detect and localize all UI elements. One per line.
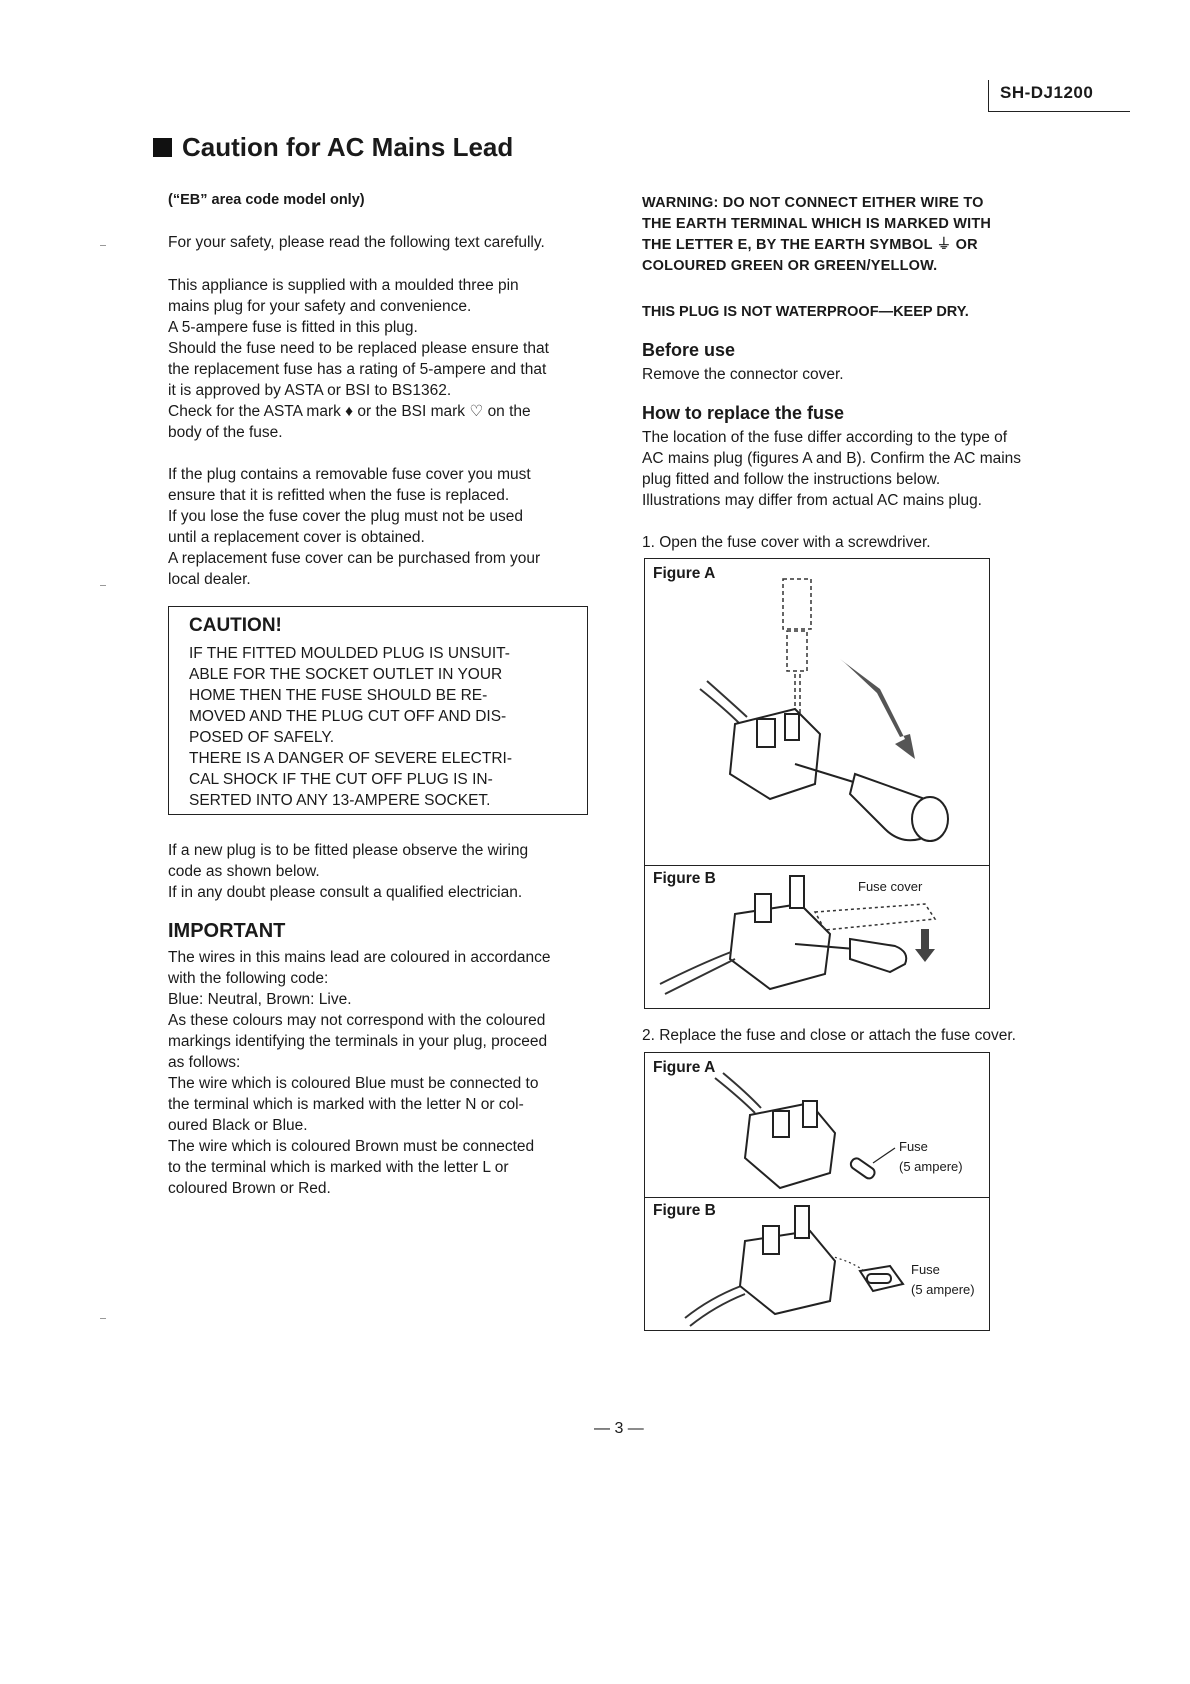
text-line: Should the fuse need to be replaced please ensure that — [168, 340, 549, 357]
cable — [685, 1286, 745, 1326]
text-line: with the following code: — [168, 970, 329, 987]
text-line: the terminal which is marked with the letter N or col- — [168, 1096, 524, 1113]
screwdriver-handle-ghost — [783, 579, 811, 629]
text-line: If the plug contains a removable fuse cover you must — [168, 466, 531, 483]
paragraph-new-plug — [168, 840, 590, 903]
text-line: IF THE FITTED MOULDED PLUG IS UNSUIT- — [189, 645, 510, 662]
text-line: As these colours may not correspond with the coloured — [168, 1012, 546, 1029]
warning-block — [642, 193, 1062, 277]
intro-text: For your safety, please read the following text carefully. — [168, 234, 545, 251]
header-underline — [988, 111, 1130, 112]
header-divider — [988, 80, 989, 112]
bullet-square-icon — [153, 138, 172, 157]
caution-body — [189, 643, 577, 811]
screwdriver — [795, 764, 948, 841]
before-use-heading: Before use — [642, 340, 736, 360]
section-title-text: Caution for AC Mains Lead — [182, 132, 514, 162]
plug-screwdriver-illustration — [645, 559, 989, 865]
text-line: CAL SHOCK IF THE CUT OFF PLUG IS IN- — [189, 771, 493, 788]
before-use-text: Remove the connector cover. — [642, 366, 844, 383]
text-line: The wires in this mains lead are coloured in accordance — [168, 949, 551, 966]
text-line: The location of the fuse differ according to the type of — [642, 429, 1008, 446]
text-line: This appliance is supplied with a moulded three pin — [168, 277, 519, 294]
caution-box — [168, 606, 588, 815]
section-title — [153, 132, 513, 163]
figure-label: Figure A — [653, 1059, 716, 1076]
text-line: THE EARTH TERMINAL WHICH IS MARKED WITH — [642, 216, 992, 232]
text-line: oured Black or Blue. — [168, 1117, 308, 1134]
text-line: MOVED AND THE PLUG CUT OFF AND DIS- — [189, 708, 507, 725]
figure-1a — [644, 558, 990, 866]
text-line: The wire which is coloured Brown must be connected — [168, 1138, 535, 1155]
margin-mark — [100, 245, 106, 246]
text-line: it is approved by ASTA or BSI to BS1362. — [168, 382, 452, 399]
paragraph-fuse — [168, 275, 590, 443]
fuse-icon — [849, 1156, 877, 1180]
text-line: POSED OF SAFELY. — [189, 729, 335, 746]
step-2: 2. Replace the fuse and close or attach the fuse cover. — [642, 1027, 1016, 1044]
margin-mark — [100, 1318, 106, 1319]
text-line: the replacement fuse has a rating of 5-ampere and that — [168, 361, 547, 378]
text-line: Blue: Neutral, Brown: Live. — [168, 991, 352, 1008]
text-line: code as shown below. — [168, 863, 320, 880]
plug-body — [730, 709, 820, 799]
fuse-holder-icon — [860, 1266, 903, 1291]
figure-label: Figure B — [653, 1202, 716, 1219]
plug-fuse-cover-illustration — [645, 864, 989, 1008]
figure-1b — [644, 864, 990, 1009]
text-line: A 5-ampere fuse is fitted in this plug. — [168, 319, 418, 336]
text-line: If you lose the fuse cover the plug must not be used — [168, 508, 523, 525]
fuse-cover-label: Fuse cover — [858, 879, 923, 894]
text-line: body of the fuse. — [168, 424, 283, 441]
text-line: SERTED INTO ANY 13-AMPERE SOCKET. — [189, 792, 491, 809]
replace-fuse-heading: How to replace the fuse — [642, 403, 845, 423]
waterproof-warning: THIS PLUG IS NOT WATERPROOF—KEEP DRY. — [642, 304, 969, 320]
text-line: mains plug for your safety and convenience. — [168, 298, 472, 315]
margin-mark — [100, 585, 106, 586]
text-line: local dealer. — [168, 571, 251, 588]
text-line: WARNING: DO NOT CONNECT EITHER WIRE TO — [642, 195, 984, 211]
area-note: (“EB” area code model only) — [168, 192, 365, 208]
down-arrow-icon — [915, 929, 935, 962]
figure-label: Figure B — [653, 870, 716, 887]
plug-body — [730, 876, 830, 989]
page-number: — 3 — — [594, 1420, 644, 1437]
replace-fuse-body — [642, 427, 1062, 511]
paragraph-fuse-cover — [168, 464, 590, 590]
text-line: markings identifying the terminals in your plug, proceed — [168, 1033, 548, 1050]
text-line: until a replacement cover is obtained. — [168, 529, 425, 546]
plug-body — [745, 1101, 835, 1188]
model-number: SH-DJ1200 — [1000, 83, 1094, 102]
text-line: to the terminal which is marked with the letter L or — [168, 1159, 509, 1176]
rotation-arrow-icon — [840, 659, 915, 759]
fuse-label: Fuse — [911, 1262, 940, 1277]
text-line: ABLE FOR THE SOCKET OUTLET IN YOUR — [189, 666, 503, 683]
plug-fuse-holder-illustration — [645, 1196, 989, 1330]
text-line: HOME THEN THE FUSE SHOULD BE RE- — [189, 687, 488, 704]
text-line: If a new plug is to be fitted please observe the wiring — [168, 842, 529, 859]
text-line: AC mains plug (figures A and B). Confirm the AC mains — [642, 450, 1022, 467]
figure-label: Figure A — [653, 565, 716, 582]
text-line: Check for the ASTA mark ♦ or the BSI mark ♡ on the — [168, 403, 531, 420]
caution-heading: CAUTION! — [189, 615, 282, 636]
important-body — [168, 947, 590, 1199]
fuse-rating-label: (5 ampere) — [911, 1282, 975, 1297]
fuse-label: Fuse — [899, 1139, 928, 1154]
cable — [700, 681, 747, 724]
fuse-rating-label: (5 ampere) — [899, 1159, 963, 1174]
screwdriver-shaft-ghost — [787, 631, 807, 671]
text-line: If in any doubt please consult a qualified electrician. — [168, 884, 523, 901]
text-line: COLOURED GREEN OR GREEN/YELLOW. — [642, 258, 938, 274]
text-line: ensure that it is refitted when the fuse is replaced. — [168, 487, 510, 504]
plug-body — [740, 1206, 835, 1314]
fuse-cover-ghost — [815, 904, 935, 930]
text-line: as follows: — [168, 1054, 241, 1071]
text-line: coloured Brown or Red. — [168, 1180, 331, 1197]
leader-line — [873, 1148, 895, 1163]
figure-2a — [644, 1052, 990, 1198]
step-1: 1. Open the fuse cover with a screwdriver. — [642, 534, 931, 551]
important-heading: IMPORTANT — [168, 920, 286, 942]
text-line: plug fitted and follow the instructions below. — [642, 471, 941, 488]
figure-2b — [644, 1196, 990, 1331]
text-line: A replacement fuse cover can be purchased from your — [168, 550, 541, 567]
cable — [660, 952, 735, 994]
text-line: Illustrations may differ from actual AC mains plug. — [642, 492, 982, 509]
text-line: THERE IS A DANGER OF SEVERE ELECTRI- — [189, 750, 512, 767]
text-line: THE LETTER E, BY THE EARTH SYMBOL ⏚ OR — [642, 237, 978, 253]
text-line: The wire which is coloured Blue must be connected to — [168, 1075, 539, 1092]
cable — [715, 1073, 761, 1113]
plug-fuse-illustration — [645, 1053, 989, 1197]
